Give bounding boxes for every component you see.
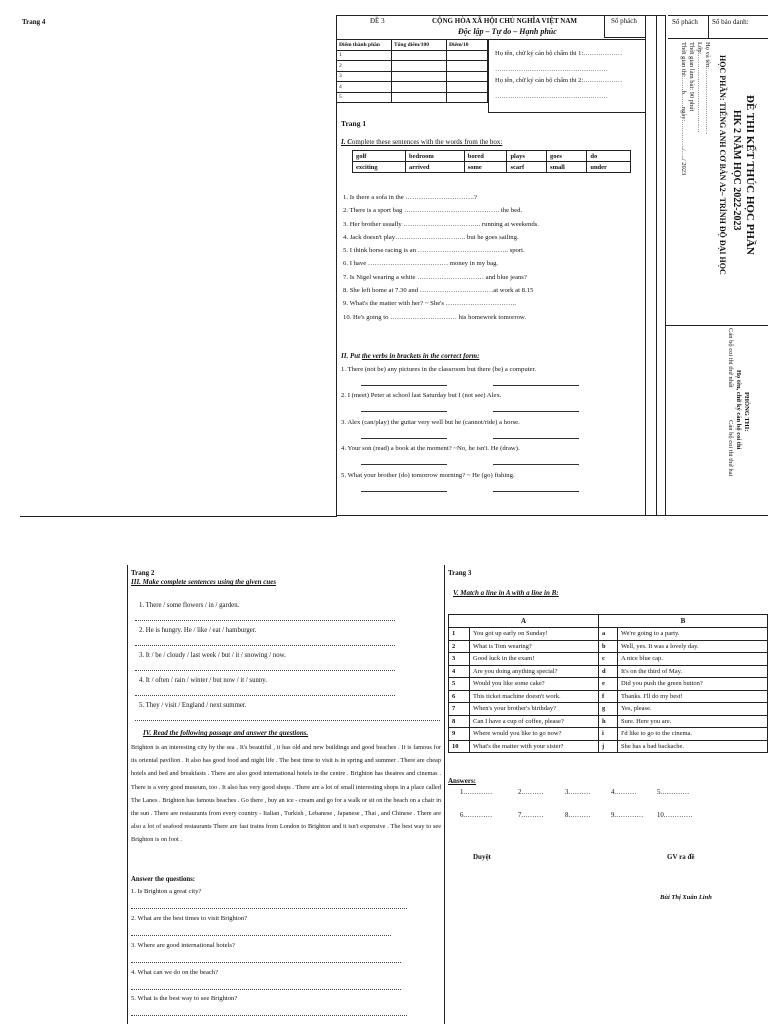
word-cell: under (587, 162, 631, 173)
question-line: 6. I have ……………………………… money in my bag. (343, 260, 499, 268)
line-a: When's your brother's birthday? (470, 703, 599, 716)
question: 2. What are the best times to visit Brighton? (131, 915, 248, 922)
row-letter: a (599, 628, 618, 641)
answer-blank[interactable]: 7.……… (518, 812, 544, 819)
section1-title: I. Complete these sentences with the words from the box: (341, 138, 503, 146)
grade-header: Điểm thành phần (337, 40, 392, 51)
answer-blank[interactable]: 1.………… (460, 789, 493, 796)
republic-title: CỘNG HÒA XÃ HỘI CHỦ NGHĨA VIỆT NAM (432, 17, 578, 25)
line-b: Sure. Here you are. (618, 715, 768, 728)
answer-line[interactable] (361, 491, 447, 492)
side-course: HỌC PHẦN: TIẾNG ANH CƠ BẢN A2– TRÌNH ĐỘ ĐẠI HỌC (718, 55, 727, 275)
page-label-trang3: Trang 3 (448, 569, 472, 577)
answer-blank[interactable]: 4.……… (611, 789, 637, 796)
divider (656, 15, 657, 516)
section3-title: III. Make complete sentences using the given cues (131, 578, 277, 586)
side-room: PHÒNG THI: (743, 392, 750, 432)
answer-questions-title: Answer the questions: (131, 876, 196, 883)
line-a: What's the matter with your sister? (470, 740, 599, 753)
grader-dots: ……………………………………………. (495, 66, 608, 73)
answer-line[interactable] (361, 385, 447, 386)
teacher-title: GV ra đề (667, 853, 695, 861)
line-b: She has a bad backache. (618, 740, 768, 753)
word-cell: exciting (353, 162, 406, 173)
row-letter: h (599, 715, 618, 728)
question-line: 4. Jack doesn't play………………………….. but he goes sailing. (343, 233, 519, 241)
match-table (448, 614, 768, 753)
word-cell: plays (507, 151, 547, 162)
row-letter: d (599, 665, 618, 678)
line-b: A nice blue cap. (618, 653, 768, 666)
line-b: Did you push the green button? (618, 678, 768, 691)
side-proctor: Họ tên, chữ ký cán bộ coi thi (735, 370, 742, 450)
column-a-header: A (449, 615, 599, 628)
divider (665, 325, 768, 326)
grade-row-label: 3 (337, 71, 392, 82)
trang1-label: Trang 1 (341, 119, 367, 128)
word-box (352, 150, 631, 173)
grade-cell[interactable] (447, 71, 488, 82)
answer-line[interactable] (361, 464, 447, 465)
row-number: 6 (449, 690, 470, 703)
line-a: Would you like some cake? (470, 678, 599, 691)
row-number: 3 (449, 653, 470, 666)
word-cell: some (464, 162, 507, 173)
row-letter: g (599, 703, 618, 716)
exam-code: ĐỀ 3 (370, 17, 385, 25)
line-b: Well, yes. It was a lovely day. (618, 640, 768, 653)
teacher-name: Bùi Thị Xuân Linh (660, 894, 712, 901)
answer-line[interactable] (131, 908, 407, 909)
answer-blank[interactable]: 6.………… (460, 812, 493, 819)
question: 1. Is Brighton a great city? (131, 888, 202, 895)
answer-blank[interactable]: 5.………… (657, 789, 690, 796)
divider (127, 565, 128, 1024)
section4-title: IV. Read the following passage and answer the questions. (143, 729, 309, 737)
grade-header: Điểm/10 (447, 40, 488, 51)
section3-item: 4. It / often / rain / winter / but now / it / sunny. (139, 677, 267, 684)
section5-title: V. Match a line in A with a line in B: (453, 589, 559, 597)
word-cell: do (587, 151, 631, 162)
line-a: Are you doing anything special? (470, 665, 599, 678)
answer-line[interactable] (493, 385, 579, 386)
question-line: 8. She left home at 7.30 and ……………………………at work at 8.15 (343, 287, 534, 295)
question-line: 5. I think horse racing is an ………………………………….. sport. (343, 247, 525, 255)
reading-passage: Brighton is an interesting city by the sea . It's beautiful , it has old and new buildings and good beaches . It is famous for its oriental pavilion . It also has good food and night life . The best time to visit is in spring and summer . There are cheap hotels and bed and breakfasts . There are also good international hotels in the centre . Brighton has theatres and cinemas . There is a very good museum, too . It also has very good shops . There are a lot of small interesting shops in a place called The Lanes . Brighton has famous beaches . Go there , buy an ice - cream and go for a walk or sit on the beach on a chair in the sun . There are restaurants from every country - Italian , Turkish , Lebanese , Japanese , Thai , and Chinese . There are also a lot of seafood restaurants There are fast trains from London to Brighton and it isn't expensive . The best way to see Brighton is on foot . (131, 744, 441, 844)
question-line: 2. There is a sport bag ……………………………………. the bed. (343, 207, 523, 215)
answer-line[interactable] (493, 438, 579, 439)
answer-line[interactable] (131, 1015, 407, 1016)
so-phach-label: Số phách (672, 18, 698, 26)
row-letter: c (599, 653, 618, 666)
row-letter: f (599, 690, 618, 703)
grade-row-label: 5 (337, 92, 392, 103)
answer-line[interactable] (361, 411, 447, 412)
answer-line[interactable] (135, 695, 395, 696)
row-number: 2 (449, 640, 470, 653)
answer-line[interactable] (493, 491, 579, 492)
grade-cell[interactable] (392, 82, 447, 93)
answer-blank[interactable]: 8.……… (565, 812, 591, 819)
answers-label: Answers: (448, 777, 476, 785)
answer-line[interactable] (135, 645, 395, 646)
grader-box (488, 39, 646, 113)
grade-row-label: 1 (337, 50, 392, 61)
grader1: Họ tên, chữ ký cán bộ chấm thi 1:……………… (495, 50, 623, 57)
answer-line[interactable] (493, 464, 579, 465)
grade-header: Tổng điểm/100 (392, 40, 447, 51)
line-a: You got up early on Sunday! (470, 628, 599, 641)
line-b: Yes, please. (618, 703, 768, 716)
grade-row-label: 4 (337, 82, 392, 93)
section1-items (343, 191, 539, 324)
section2-item: 1. There (not be) any pictures in the classroom but there (be) a computer. (341, 366, 537, 373)
grader-dots: ……………………………………………. (495, 93, 608, 100)
side-date: Thời gian thi:……h……ngày:…………./…./ 2023 (680, 42, 687, 176)
line-a: Where would you like to go now? (470, 728, 599, 741)
question-line: 10. He's going to ………………………… his homework tomorrow. (343, 313, 526, 321)
column-b-header: B (599, 615, 768, 628)
row-number: 5 (449, 678, 470, 691)
line-b: I'd like to go to the cinema. (618, 728, 768, 741)
divider (336, 515, 665, 516)
side-class: Lớp:……………………………… (696, 42, 703, 133)
line-a: What is Tom wearing? (470, 640, 599, 653)
question: 4. What can we do on the beach? (131, 969, 219, 976)
divider (665, 515, 768, 516)
row-number: 7 (449, 703, 470, 716)
word-cell: golf (353, 151, 406, 162)
so-bao-danh-label: Số báo danh: (712, 18, 749, 26)
answer-line[interactable] (135, 670, 395, 671)
grade-row-label: 2 (337, 61, 392, 72)
side-exam-title: ĐỀ THI KẾT THÚC HỌC PHẦN (744, 95, 756, 255)
side-time: Thời gian làm bài: 90 phút (688, 42, 695, 112)
word-cell: goes (547, 151, 587, 162)
row-number: 8 (449, 715, 470, 728)
line-b: We're going to a party. (618, 628, 768, 641)
answer-blank[interactable]: 2.……… (518, 789, 544, 796)
answer-line[interactable] (493, 411, 579, 412)
divider (20, 516, 336, 517)
grade-table (336, 39, 488, 103)
word-cell: bedroom (405, 151, 464, 162)
row-letter: b (599, 640, 618, 653)
side-name: Họ và tên:………………………… (704, 42, 711, 135)
section2-title: II. Put the verbs in brackets in the correct form: (341, 352, 480, 360)
question: 5. What is the best way to see Brighton? (131, 995, 238, 1002)
grade-cell[interactable] (392, 92, 447, 103)
question: 3. Where are good international hotels? (131, 942, 235, 949)
grade-cell[interactable] (392, 61, 447, 72)
section2-item: 5. What your brother (do) tomorrow morning? ~ He (go) fishing. (341, 472, 515, 479)
row-number: 4 (449, 665, 470, 678)
answer-blank[interactable]: 3.……… (565, 789, 591, 796)
motto: Độc lập – Tự do – Hạnh phúc (458, 27, 557, 36)
duyet-label: Duyệt (473, 853, 491, 861)
answer-line[interactable] (131, 989, 401, 990)
side-year: HK 2 NĂM HỌC 2022-2023 (731, 110, 742, 231)
page-label-trang4: Trang 4 (22, 18, 46, 26)
question-line: 3. Her brother usually …………………………….. running at weekends. (343, 220, 539, 228)
grade-cell[interactable] (447, 92, 488, 103)
row-letter: i (599, 728, 618, 741)
section3-item: 3. It / be / cloudy / last week / but / it / snowing / now. (139, 652, 286, 659)
grade-cell[interactable] (392, 71, 447, 82)
page-label-trang2: Trang 2 (131, 569, 155, 577)
answer-line[interactable] (361, 438, 447, 439)
grade-cell[interactable] (447, 61, 488, 72)
divider (665, 15, 666, 516)
question-line: 9. What's the matter with her? ~ She's ………………………….. (343, 300, 516, 308)
row-number: 9 (449, 728, 470, 741)
line-b: It's on the third of May. (618, 665, 768, 678)
row-number: 1 (449, 628, 470, 641)
so-phach-label: Số phách (611, 17, 637, 25)
divider (444, 565, 445, 1024)
answer-line[interactable] (131, 935, 391, 936)
section3-item: 1. There / some flowers / in / garden. (139, 602, 240, 609)
word-cell: arrived (405, 162, 464, 173)
section2-item: 4. Your son (read) a book at the moment? ~No, he isn't. He (draw). (341, 445, 520, 452)
line-a: Can I have a cup of coffee, please? (470, 715, 599, 728)
word-cell: small (547, 162, 587, 173)
section2-item: 3. Alex (can/play) the guitar very well but he (cannot/ride) a horse. (341, 419, 520, 426)
section3-item: 5. They / visit / England / next summer. (139, 702, 247, 709)
grader2: Họ tên, chữ ký cán bộ chấm thi 2:……………… (495, 77, 623, 84)
word-cell: scarf (507, 162, 547, 173)
section3-item: 2. He is hungry. He / like / eat / hamburger. (139, 627, 257, 634)
question-line: 1. Is there a sofa in the ………………………….? (343, 194, 477, 201)
grade-cell[interactable] (392, 50, 447, 61)
answer-blank[interactable]: 10.………… (657, 812, 693, 819)
row-letter: e (599, 678, 618, 691)
row-number: 10 (449, 740, 470, 753)
side-proctor2: Cán bộ coi thi thứ hai (727, 420, 734, 477)
section2-item: 2. I (meet) Peter at school last Saturday but I (not see) Alex. (341, 392, 502, 399)
line-a: This ticket machine doesn't work. (470, 690, 599, 703)
word-cell: bored (464, 151, 507, 162)
answer-line[interactable] (135, 720, 440, 721)
side-proctor1: Cán bộ coi thi thứ nhất (727, 328, 734, 388)
answer-line[interactable] (135, 620, 395, 621)
line-b: Thanks. I'll do my best! (618, 690, 768, 703)
answer-line[interactable] (131, 962, 401, 963)
question-line: 7. Is Nigel wearing a white ………………………… and blue jeans? (343, 273, 527, 281)
grade-cell[interactable] (447, 82, 488, 93)
row-letter: j (599, 740, 618, 753)
answer-blank[interactable]: 9.………… (611, 812, 644, 819)
grade-cell[interactable] (447, 50, 488, 61)
line-a: Good luck in the exam! (470, 653, 599, 666)
